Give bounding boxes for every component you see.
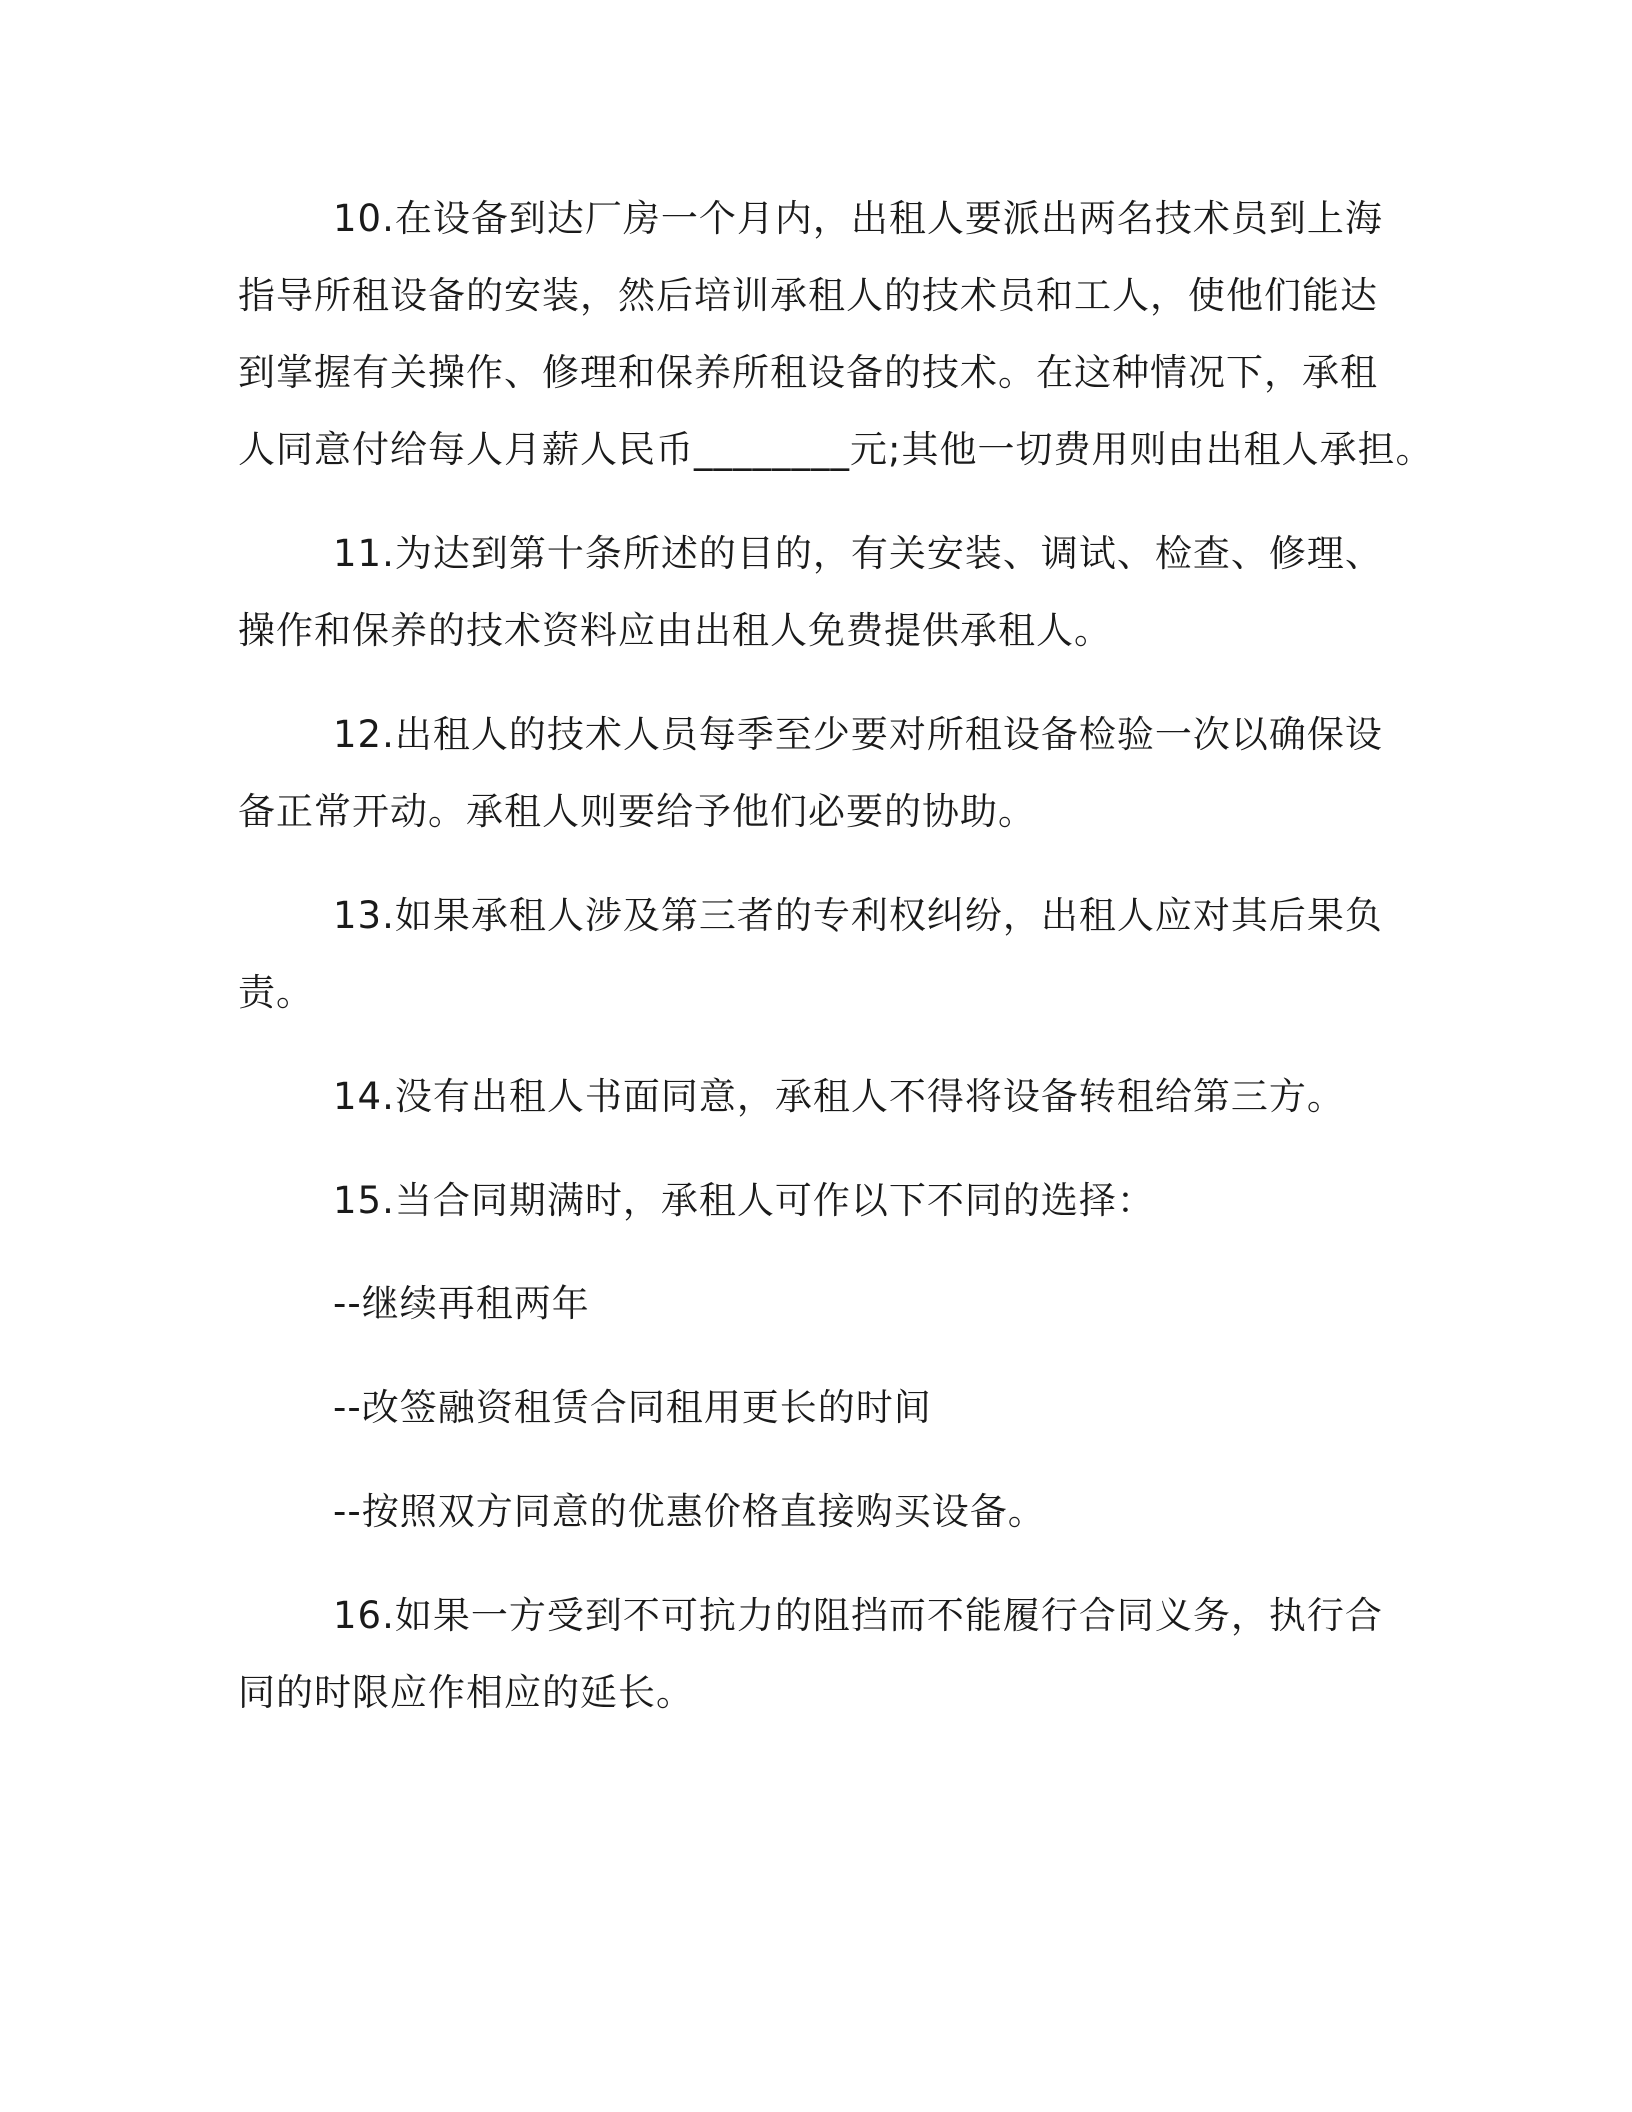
option-finance-lease: --改签融资租赁合同租用更长的时间 (333, 1386, 932, 1429)
clause-16-line-2: 同的时限应作相应的延长。 (238, 1671, 694, 1714)
clause-13-line-2: 责。 (238, 971, 314, 1014)
clause-10-line-2: 指导所租设备的安装，然后培训承租人的技术员和工人，使他们能达 (238, 274, 1378, 317)
clause-13-line-1: 13.如果承租人涉及第三者的专利权纠纷，出租人应对其后果负 (333, 894, 1383, 937)
option-renew: --继续再租两年 (333, 1282, 590, 1325)
clause-11-line-1: 11.为达到第十条所述的目的，有关安装、调试、检查、修理、 (333, 532, 1383, 575)
clause-11-line-2: 操作和保养的技术资料应由出租人免费提供承租人。 (238, 609, 1112, 652)
clause-12-line-1: 12.出租人的技术人员每季至少要对所租设备检验一次以确保设 (333, 713, 1383, 756)
clause-16-line-1: 16.如果一方受到不可抗力的阻挡而不能履行合同义务，执行合 (333, 1594, 1383, 1637)
clause-14-line-1: 14.没有出租人书面同意，承租人不得将设备转租给第三方。 (333, 1075, 1345, 1118)
option-purchase: --按照双方同意的优惠价格直接购买设备。 (333, 1490, 1046, 1533)
clause-10-line-3: 到掌握有关操作、修理和保养所租设备的技术。在这种情况下，承租 (238, 351, 1378, 394)
clause-15-line-1: 15.当合同期满时，承租人可作以下不同的选择： (333, 1179, 1155, 1222)
clause-10-line-4: 人同意付给每人月薪人民币________元;其他一切费用则由出租人承担。 (238, 428, 1434, 471)
clause-12-line-2: 备正常开动。承租人则要给予他们必要的协助。 (238, 790, 1036, 833)
clause-10-line-1: 10.在设备到达厂房一个月内，出租人要派出两名技术员到上海 (333, 197, 1383, 240)
